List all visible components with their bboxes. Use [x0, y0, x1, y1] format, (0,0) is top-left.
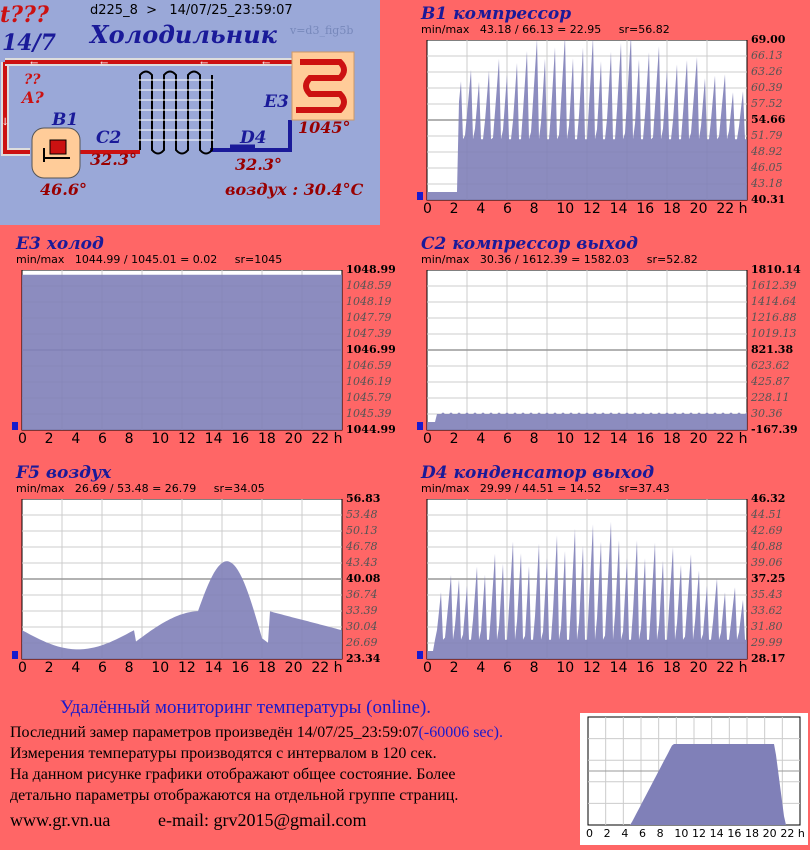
- x-tick-label: 0: [18, 431, 27, 447]
- chart-plot: [415, 492, 810, 676]
- x-tick-label: 8: [529, 201, 539, 217]
- value-b1: 46.6°: [40, 180, 87, 199]
- last-measure: Последний замер параметров произведён 14/07/25_23:59:07: [10, 724, 419, 741]
- x-tick-label: 12: [583, 431, 601, 447]
- x-tick-label: 12: [583, 201, 601, 217]
- x-tick-label: 2: [449, 660, 459, 676]
- y-tick-label: 1045.39: [346, 407, 392, 420]
- date-short: 14/7: [2, 30, 56, 56]
- chart-stats: min/max 43.18 / 66.13 = 22.95 sr=56.82: [421, 23, 670, 36]
- chart-stats: min/max 26.69 / 53.48 = 26.79 sr=34.05: [16, 482, 265, 495]
- y-tick-label: 50.13: [346, 524, 378, 537]
- x-tick-label: 20: [689, 201, 708, 217]
- svg-text:↓: ↓: [1, 117, 10, 128]
- label-c2: C2: [96, 128, 122, 148]
- air-temp: воздух : 30.4°C: [225, 180, 364, 199]
- x-tick-label: 4: [476, 431, 486, 447]
- x-tick-label: 6: [503, 660, 512, 676]
- x-tick-label: 10: [151, 431, 170, 447]
- y-tick-label: 1019.13: [751, 327, 797, 340]
- x-tick-label: 2: [44, 431, 54, 447]
- fridge-schematic: [0, 0, 380, 225]
- chart-title: B1 компрессор: [421, 4, 572, 24]
- device-line: d225_8 > 14/07/25_23:59:07: [90, 3, 293, 18]
- mini-x-tick-label: 0: [586, 827, 593, 840]
- email-link[interactable]: e-mail: grv2015@gmail.com: [158, 810, 367, 830]
- y-tick-label: 54.66: [751, 113, 786, 126]
- value-e3: 1045°: [298, 118, 351, 137]
- x-tick-label: 14: [204, 431, 223, 447]
- x-tick-label: 2: [449, 201, 459, 217]
- y-tick-label: 39.06: [751, 556, 783, 569]
- mini-x-tick-label: 14: [709, 827, 724, 840]
- x-tick-label: 0: [18, 660, 27, 676]
- y-tick-label: 26.69: [346, 636, 378, 649]
- chart-panel-f5: [10, 463, 405, 676]
- mini-x-tick-label: 18: [745, 827, 759, 840]
- mini-x-tick-label: 20: [762, 827, 777, 840]
- x-tick-label: 8: [124, 660, 134, 676]
- y-tick-label: 30.04: [346, 620, 378, 633]
- x-tick-label: 16: [636, 201, 655, 217]
- label-a: A?: [22, 88, 44, 107]
- x-tick-label: 6: [503, 201, 512, 217]
- y-tick-label: 57.52: [751, 97, 783, 110]
- chart-plot: [415, 263, 810, 447]
- x-tick-label: 4: [476, 201, 486, 217]
- y-tick-label: 1216.88: [751, 311, 797, 324]
- x-tick-label: 14: [204, 660, 223, 676]
- chart-title: C2 компрессор выход: [421, 234, 638, 254]
- y-tick-label: -167.39: [751, 423, 798, 436]
- x-tick-label: 0: [423, 660, 432, 676]
- chart-stats: min/max 29.99 / 44.51 = 14.52 sr=37.43: [421, 482, 670, 495]
- y-tick-label: 1810.14: [751, 263, 801, 276]
- label-e3: E3: [264, 92, 289, 112]
- y-tick-label: 43.43: [346, 556, 378, 569]
- mini-x-tick-label: 16: [727, 827, 742, 840]
- y-tick-label: 44.51: [751, 508, 783, 521]
- footer-line-3: На данном рисунке графики отображают общее состояние. Более: [10, 766, 456, 783]
- y-tick-label: 23.34: [346, 652, 381, 665]
- x-tick-label: 16: [636, 431, 655, 447]
- mini-x-tick-label: 8: [656, 827, 664, 840]
- fridge-title: Холодильник: [90, 20, 277, 49]
- y-tick-label: 623.62: [751, 359, 790, 372]
- x-tick-label: 22 h: [716, 201, 748, 217]
- footer-line-4: детально параметры отображаются на отдельной группе страниц.: [10, 787, 459, 804]
- version-label: v=d3_fig5b: [290, 24, 354, 37]
- y-tick-label: 1048.99: [346, 263, 396, 276]
- y-tick-label: 425.87: [751, 375, 790, 388]
- y-tick-label: 42.69: [751, 524, 783, 537]
- x-tick-label: 4: [71, 660, 81, 676]
- y-tick-label: 28.17: [751, 652, 786, 665]
- y-tick-label: 69.00: [751, 33, 786, 46]
- chart-plot: [10, 263, 405, 447]
- question-marks: ??: [24, 72, 41, 88]
- chart-title: F5 воздух: [16, 463, 112, 483]
- y-tick-label: 1047.39: [346, 327, 392, 340]
- x-tick-label: 10: [151, 660, 170, 676]
- y-tick-label: 31.80: [751, 620, 783, 633]
- x-tick-label: 20: [689, 660, 708, 676]
- x-tick-label: 8: [529, 660, 539, 676]
- chart-plot: [415, 33, 810, 217]
- x-tick-label: 6: [98, 431, 107, 447]
- x-tick-label: 16: [231, 431, 250, 447]
- x-tick-label: 10: [556, 660, 575, 676]
- y-tick-label: 33.62: [751, 604, 783, 617]
- x-tick-label: 20: [689, 431, 708, 447]
- x-tick-label: 6: [98, 660, 107, 676]
- y-tick-label: 46.05: [751, 161, 783, 174]
- y-tick-label: 56.83: [346, 492, 381, 505]
- x-tick-label: 22 h: [311, 431, 343, 447]
- y-tick-label: 1612.39: [751, 279, 797, 292]
- svg-text:←: ←: [30, 58, 39, 69]
- chart-plot: [10, 492, 405, 676]
- mini-x-tick-label: 2: [603, 827, 611, 840]
- chart-stats: min/max 1044.99 / 1045.01 = 0.02 sr=1045: [16, 253, 283, 266]
- y-tick-label: 60.39: [751, 81, 783, 94]
- x-tick-label: 14: [609, 660, 628, 676]
- y-tick-label: 66.13: [751, 49, 783, 62]
- svg-text:←: ←: [262, 58, 271, 69]
- data-area: [427, 412, 747, 430]
- x-tick-label: 18: [663, 431, 681, 447]
- x-tick-label: 20: [284, 660, 303, 676]
- y-tick-label: 1047.79: [346, 311, 392, 324]
- chart-panel-d4: [415, 463, 810, 676]
- x-tick-label: 22 h: [716, 660, 748, 676]
- x-tick-label: 2: [44, 660, 54, 676]
- footer-heading: Удалённый мониторинг температуры (online).: [60, 697, 432, 718]
- age-seconds: (-60006 sec).: [418, 724, 503, 741]
- label-b1: B1: [52, 110, 79, 130]
- x-tick-label: 16: [231, 660, 250, 676]
- x-tick-label: 10: [556, 201, 575, 217]
- x-tick-label: 10: [556, 431, 575, 447]
- x-tick-label: 22 h: [716, 431, 748, 447]
- x-tick-label: 18: [663, 660, 681, 676]
- chart-title: E3 холод: [16, 234, 104, 254]
- status-text: t???: [0, 2, 49, 28]
- x-tick-label: 12: [583, 660, 601, 676]
- x-tick-label: 4: [71, 431, 81, 447]
- y-tick-label: 1048.59: [346, 279, 392, 292]
- y-tick-label: 46.32: [751, 492, 786, 505]
- chart-panel-c2: [415, 234, 810, 447]
- value-c2: 32.3°: [90, 150, 137, 169]
- svg-text:←: ←: [100, 58, 109, 69]
- y-tick-label: 1414.64: [751, 295, 797, 308]
- mini-x-tick-label: 10: [674, 827, 689, 840]
- y-tick-label: 1046.59: [346, 359, 392, 372]
- y-tick-label: 821.38: [751, 343, 794, 356]
- mini-x-tick-label: 22 h: [780, 827, 805, 840]
- x-tick-label: 6: [503, 431, 512, 447]
- y-tick-label: 48.92: [751, 145, 783, 158]
- y-tick-label: 36.74: [346, 588, 378, 601]
- x-tick-label: 18: [258, 431, 276, 447]
- y-tick-label: 30.36: [751, 407, 783, 420]
- y-tick-label: 33.39: [346, 604, 378, 617]
- mini-x-tick-label: 12: [692, 827, 706, 840]
- y-tick-label: 29.99: [751, 636, 783, 649]
- x-tick-label: 18: [258, 660, 276, 676]
- y-tick-label: 1048.19: [346, 295, 392, 308]
- x-tick-label: 0: [423, 201, 432, 217]
- y-tick-label: 51.79: [751, 129, 783, 142]
- chart-panel-b1: [415, 4, 810, 217]
- y-tick-label: 63.26: [751, 65, 783, 78]
- y-tick-label: 53.48: [346, 508, 378, 521]
- value-d4: 32.3°: [235, 155, 282, 174]
- x-tick-label: 20: [284, 431, 303, 447]
- y-tick-label: 1046.19: [346, 375, 392, 388]
- y-tick-label: 1046.99: [346, 343, 396, 356]
- data-area: [22, 275, 342, 430]
- x-tick-label: 14: [609, 431, 628, 447]
- mini-x-tick-label: 6: [639, 827, 646, 840]
- y-tick-label: 37.25: [751, 572, 786, 585]
- x-tick-label: 2: [449, 431, 459, 447]
- y-tick-label: 40.88: [751, 540, 783, 553]
- site-link[interactable]: www.gr.vn.ua: [10, 810, 111, 830]
- chart-stats: min/max 30.36 / 1612.39 = 1582.03 sr=52.82: [421, 253, 698, 266]
- x-tick-label: 8: [124, 431, 134, 447]
- x-tick-label: 16: [636, 660, 655, 676]
- footer-line-1: [10, 724, 503, 742]
- y-tick-label: 40.08: [346, 572, 381, 585]
- x-tick-label: 22 h: [311, 660, 343, 676]
- x-tick-label: 12: [178, 431, 196, 447]
- mini-chart: [580, 713, 808, 845]
- y-tick-label: 40.31: [751, 193, 786, 206]
- x-tick-label: 8: [529, 431, 539, 447]
- y-tick-label: 43.18: [751, 177, 783, 190]
- chart-panel-e3: [10, 234, 405, 447]
- y-tick-label: 1044.99: [346, 423, 396, 436]
- mini-x-tick-label: 4: [621, 827, 629, 840]
- footer-line-2: Измерения температуры производятся с интервалом в 120 сек.: [10, 745, 437, 762]
- x-tick-label: 0: [423, 431, 432, 447]
- chart-title: D4 конденсатор выход: [421, 463, 655, 483]
- x-tick-label: 12: [178, 660, 196, 676]
- label-d4: D4: [240, 128, 267, 148]
- x-tick-label: 14: [609, 201, 628, 217]
- y-tick-label: 46.78: [346, 540, 378, 553]
- y-tick-label: 35.43: [751, 588, 783, 601]
- y-tick-label: 1045.79: [346, 391, 392, 404]
- y-tick-label: 228.11: [751, 391, 790, 404]
- mini-chart-svg: [580, 713, 808, 845]
- svg-text:←: ←: [200, 58, 209, 69]
- x-tick-label: 18: [663, 201, 681, 217]
- x-tick-label: 4: [476, 660, 486, 676]
